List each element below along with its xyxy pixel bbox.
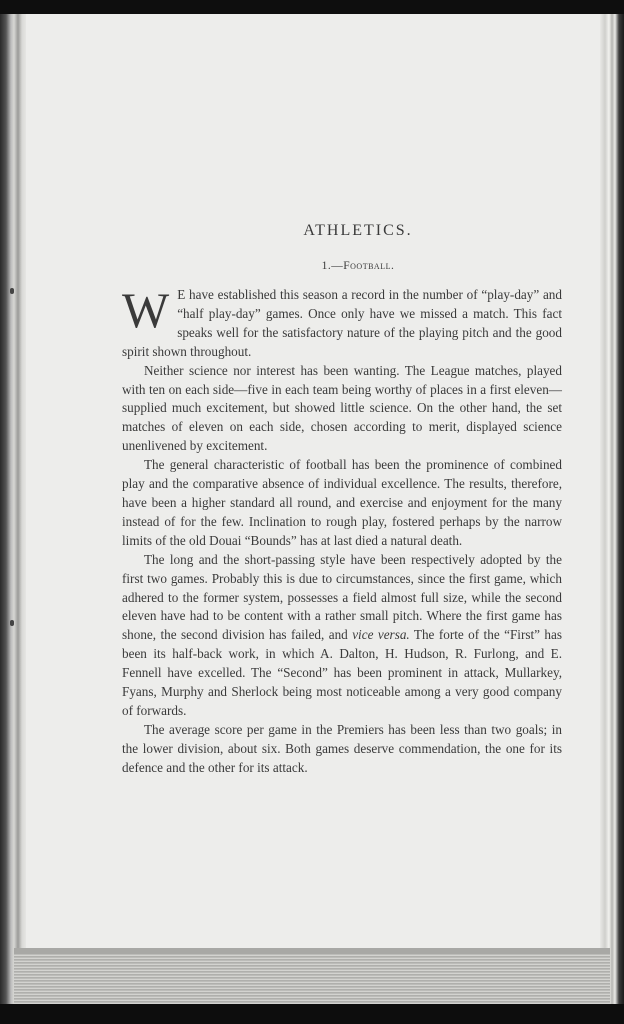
page-title: ATHLETICS.	[303, 222, 413, 239]
drop-cap: W	[122, 282, 170, 338]
page-edges-bottom	[14, 948, 610, 1004]
binding-mark	[10, 288, 14, 294]
scan-bottom-border	[0, 1004, 624, 1024]
binding-mark	[10, 620, 14, 626]
paragraph: The general characteristic of football has been the prominence of combined play and the comparative absence of individual excellence. The results, therefore, have been a higher standard all round, and exercise and enjoyment for the many instead of for the few. Inclination to rough play, fostered perhaps by the narrow limits of the old Douai “Bounds” has at last died a natural death.	[122, 457, 562, 548]
scan-top-border	[0, 0, 624, 14]
book-gutter-left	[0, 14, 26, 1004]
paragraph: Neither science nor interest has been wanting. The League matches, played with ten on each side—five in each team being worthy of places in a first eleven—supplied much excitement, but showed little science. On the other hand, the set matches of eleven on each side, chosen according to merit, displayed science unenlivened by excitement.	[122, 362, 562, 454]
paragraph-text: E have established this season a record in the number of “play-day” and “half play-day” games. Once only have we missed a match. This fact speaks well for the satisfactory nature of the playing pitch and the good spirit shown throughout.	[122, 287, 562, 359]
paragraph: The average score per game in the Premiers has been less than two goals; in the lower division, about six. Both games deserve commendation, the one for its defence and the other for its attack.	[122, 721, 562, 775]
paragraph	[122, 282, 562, 362]
paragraph-text: The long and the short-passing style have been respectively adopted by the first two games. Probably this is due to circumstances, since the first game, which adhered to the former system, possesses a field almost full size, while the second eleven have had to be content with a rather small pitch. Where the first game has shone, the second division has failed, and	[122, 551, 562, 643]
italic-phrase: vice versa.	[352, 627, 410, 643]
paragraph	[122, 551, 562, 721]
page-edges-right	[600, 14, 624, 1004]
paragraph-text: The forte of the “First” has been its half-back work, in which A. Dalton, H. Hudson, R. Furlong, and E. Fennell have excelled. The “Second” has been prominent in attack, Mullarkey, Fyans, Murphy and Sherlock being most noticeable among a very good company of forwards.	[122, 627, 562, 718]
section-subtitle: 1.—Football.	[321, 260, 395, 272]
article-body	[122, 282, 562, 778]
